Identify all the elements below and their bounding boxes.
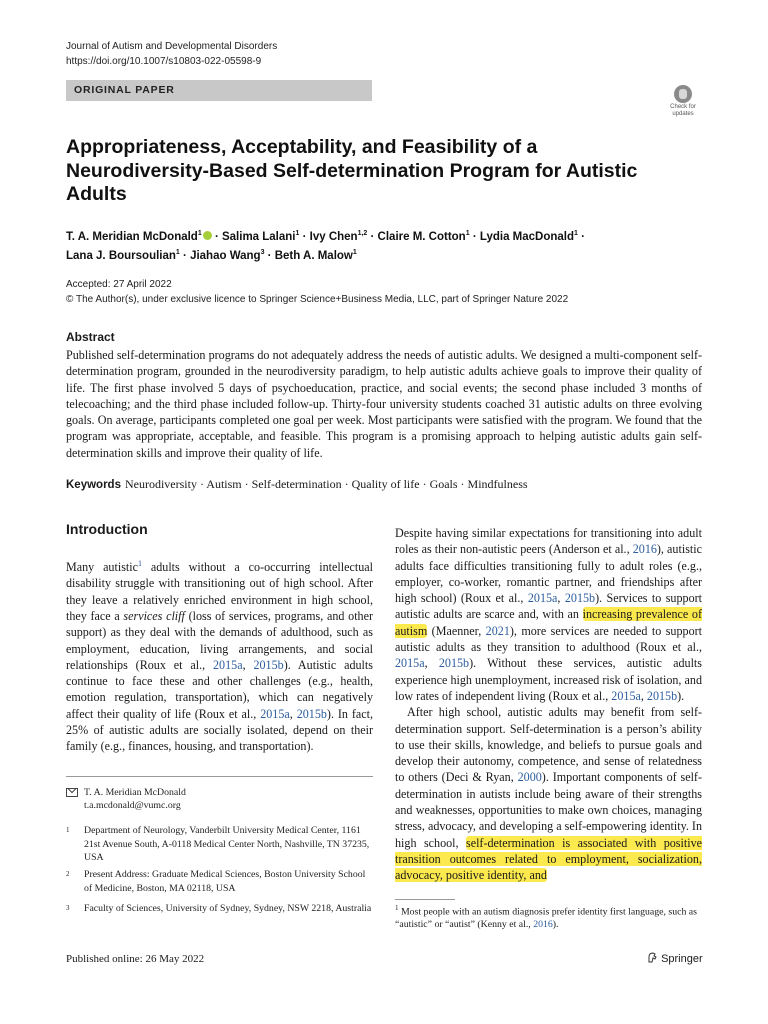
citation-link[interactable]: 2015b bbox=[438, 656, 470, 671]
citation-link[interactable]: 2015b bbox=[253, 657, 284, 672]
keywords-label: Keywords bbox=[66, 479, 121, 491]
author-affiliation: 1,2 bbox=[357, 230, 368, 237]
citation-link[interactable]: 2015a bbox=[527, 591, 558, 606]
citation-link[interactable]: 2015b bbox=[296, 706, 327, 721]
section-label-bar bbox=[66, 80, 372, 101]
footnote-ref[interactable]: 1 bbox=[138, 559, 142, 568]
author-affiliation: 1 bbox=[197, 230, 202, 237]
paper-title: Appropriateness, Acceptability, and Feasibility of a Neurodiversity-Based Self-determination Program for Autistic Adults bbox=[66, 136, 638, 205]
citation-link[interactable]: 2015a bbox=[395, 656, 425, 671]
citation-link[interactable]: 2000 bbox=[517, 770, 542, 785]
footnote-1: $^1$ Most people with an autism diagnosis prefer identity first language, such as “autistic” or “autist” (Kenny et al., 2016). bbox=[395, 904, 697, 930]
citation-link[interactable]: 2016 bbox=[632, 542, 657, 557]
citation-link[interactable]: 2015a bbox=[213, 657, 243, 672]
text-highlight[interactable]: self-determination is associated with positive transition outcomes related to employment, socialization, advocacy, positive identity, and bbox=[395, 835, 702, 883]
paragraph: Many autistic$^1$ adults without a co-occurring intellectual disability struggle with transitioning out of high school. After they leave a relatively enriched environment in high school, they face a services cliff (loss of services, programs, and other support) as they deal with the demands of adulthood, such as employment, education, living arrangements, and social relationships (Roux et al., 2015a, 2015b). Autistic adults continue to face these and other challenges (e.g., health, emotion regulation, transportation), which can negatively affect their quality of life (Roux et al., 2015a, 2015b). In fact, 25% of autistic adults are socially isolated, depend on their family (e.g., finances, housing, and transportation). bbox=[66, 559, 373, 754]
section-label: ORIGINAL PAPER bbox=[74, 84, 175, 96]
bookmark-icon bbox=[674, 85, 692, 103]
author-affiliation: 1 bbox=[175, 248, 180, 256]
citation-link[interactable]: 2016 bbox=[533, 918, 553, 930]
copyright-notice: © The Author(s), under exclusive licence to Springer Science+Business Media, LLC, part of Springer Nature 2022 bbox=[66, 294, 569, 305]
author-list: T. A. Meridian McDonald$^1$ · Salima Lalani$^1$ · Ivy Chen$^{1,2}$ · Claire M. Cotton$^1$ · Lydia MacDonald$^1$ · Lana J. Boursoulian$^1$ · Jiahao Wang$^3$ · Beth A. Malow$^1$ bbox=[66, 230, 585, 262]
author-affiliation: 1 bbox=[465, 230, 470, 237]
publisher-name: Springer bbox=[661, 953, 703, 965]
doi-link[interactable]: https://doi.org/10.1007/s10803-022-05598-9 bbox=[66, 56, 262, 67]
keywords bbox=[66, 477, 702, 492]
corresponding-email[interactable]: t.a.mcdonald@vumc.org bbox=[84, 800, 181, 811]
journal-name: Journal of Autism and Developmental Disorders bbox=[66, 41, 278, 52]
author-affiliation: 3 bbox=[260, 248, 265, 256]
publisher-logo bbox=[647, 952, 703, 965]
text-highlight[interactable]: increasing prevalence of autism bbox=[395, 607, 702, 638]
author-affiliation: 1 bbox=[574, 230, 578, 237]
body-column-right bbox=[395, 525, 702, 884]
check-for-updates-badge[interactable] bbox=[664, 85, 702, 123]
body-column-left bbox=[66, 556, 373, 755]
corresponding-author bbox=[66, 786, 373, 816]
introduction-heading: Introduction bbox=[66, 521, 148, 537]
published-date: Published online: 26 May 2022 bbox=[66, 953, 205, 965]
author-name[interactable]: T. A. Meridian McDonald bbox=[66, 230, 198, 243]
envelope-icon bbox=[66, 788, 78, 797]
springer-horse-icon bbox=[647, 952, 658, 963]
author-name[interactable]: Salima Lalani bbox=[221, 230, 296, 243]
affiliation-1: 1 Department of Neurology, Vanderbilt University Medical Center, 1161 21st Avenue South, A-0118 Medical Center North, Nashville, TN 37235, USA bbox=[66, 825, 370, 863]
citation-link[interactable]: 2015b bbox=[564, 591, 596, 606]
citation-link[interactable]: 2015a bbox=[260, 706, 290, 721]
author-name[interactable]: Claire M. Cotton bbox=[377, 230, 466, 243]
author-name[interactable]: Beth A. Malow bbox=[274, 249, 353, 262]
author-affiliation: 1 bbox=[352, 248, 357, 256]
citation-link[interactable]: 2021 bbox=[485, 623, 510, 638]
author-name[interactable]: Jiahao Wang bbox=[190, 249, 261, 262]
accepted-date: Accepted: 27 April 2022 bbox=[66, 279, 172, 290]
corresponding-name: T. A. Meridian McDonald bbox=[84, 787, 186, 798]
affiliation-3: 3 Faculty of Sciences, University of Sydney, Sydney, NSW 2218, Australia bbox=[66, 903, 372, 914]
footnote-divider bbox=[66, 776, 373, 777]
author-affiliation: 1 bbox=[295, 230, 300, 237]
badge-label: Check for updates bbox=[670, 104, 696, 117]
author-name[interactable]: Lydia MacDonald bbox=[479, 230, 575, 243]
author-name[interactable]: Lana J. Boursoulian bbox=[66, 249, 176, 262]
abstract-heading: Abstract bbox=[66, 330, 115, 344]
keywords-list: Neurodiversity · Autism · Self-determination · Quality of life · Goals · Mindfulness bbox=[124, 477, 528, 491]
citation-link[interactable]: 2015a bbox=[611, 688, 641, 703]
author-name[interactable]: Ivy Chen bbox=[309, 230, 358, 243]
paragraph: After high school, autistic adults may benefit from self-determination support. Self-determination is a person’s ability to use their skills, knowledge, and beliefs to pursue goals and develop their autonomy, competence, and sense of relatedness to others (Deci & Ryan, 2000). Important components of self-determination in autists include being aware of their strengths and weaknesses, opportunities to make own choices, managing stress, advocacy, and developing a self-empowering identity. In high school, self-determination is associated with positive transition outcomes related to employment, socialization, advocacy, positive identity, and bbox=[395, 705, 702, 883]
abstract-text: Published self-determination programs do not adequately address the needs of autistic adults. We designed a multi-component self-determination program, grounded in the neurodiversity paradigm, to help autistic adults achieve goals to improve their quality of life. The first phase involved 5 days of psychoeducation, practice, and social events; the second phase included 3 months of telecoaching; and the third phase included follow-up. Thirty-four university students coached 31 autistic adults on three evolving goals. On average, participants completed one goal per week. Most participants were satisfied with the program. We found that the program was appropriate, acceptable, and feasible. This program is a promising approach to helping autistic adults gain self-determination skills and improve their quality of life. bbox=[66, 348, 702, 460]
paragraph: Despite having similar expectations for transitioning into adult roles as their non-autistic peers (Anderson et al., 2016), autistic adults face difficulties transitioning fully to adult roles (e.g., employer, co-worker, romantic partner, and friendships after high school) (Roux et al., 2015a, 2015b). Services to support autistic adults are scarce and, with an increasing prevalence of autism (Maenner, 2021), more services are needed to support autistic adults as they transition to adulthood (Roux et al., 2015a, 2015b). Without these services, autistic adults experience high unemployment, increased risk of isolation, and low rates of independent living (Roux et al., 2015a, 2015b). bbox=[395, 526, 703, 703]
orcid-icon[interactable] bbox=[203, 231, 212, 240]
affiliation-2: 2 Present Address: Graduate Medical Sciences, Boston University School of Medicine, Boston, MA 02118, USA bbox=[66, 869, 366, 894]
citation-link[interactable]: 2015b bbox=[646, 688, 678, 703]
footnote-divider bbox=[395, 899, 455, 900]
